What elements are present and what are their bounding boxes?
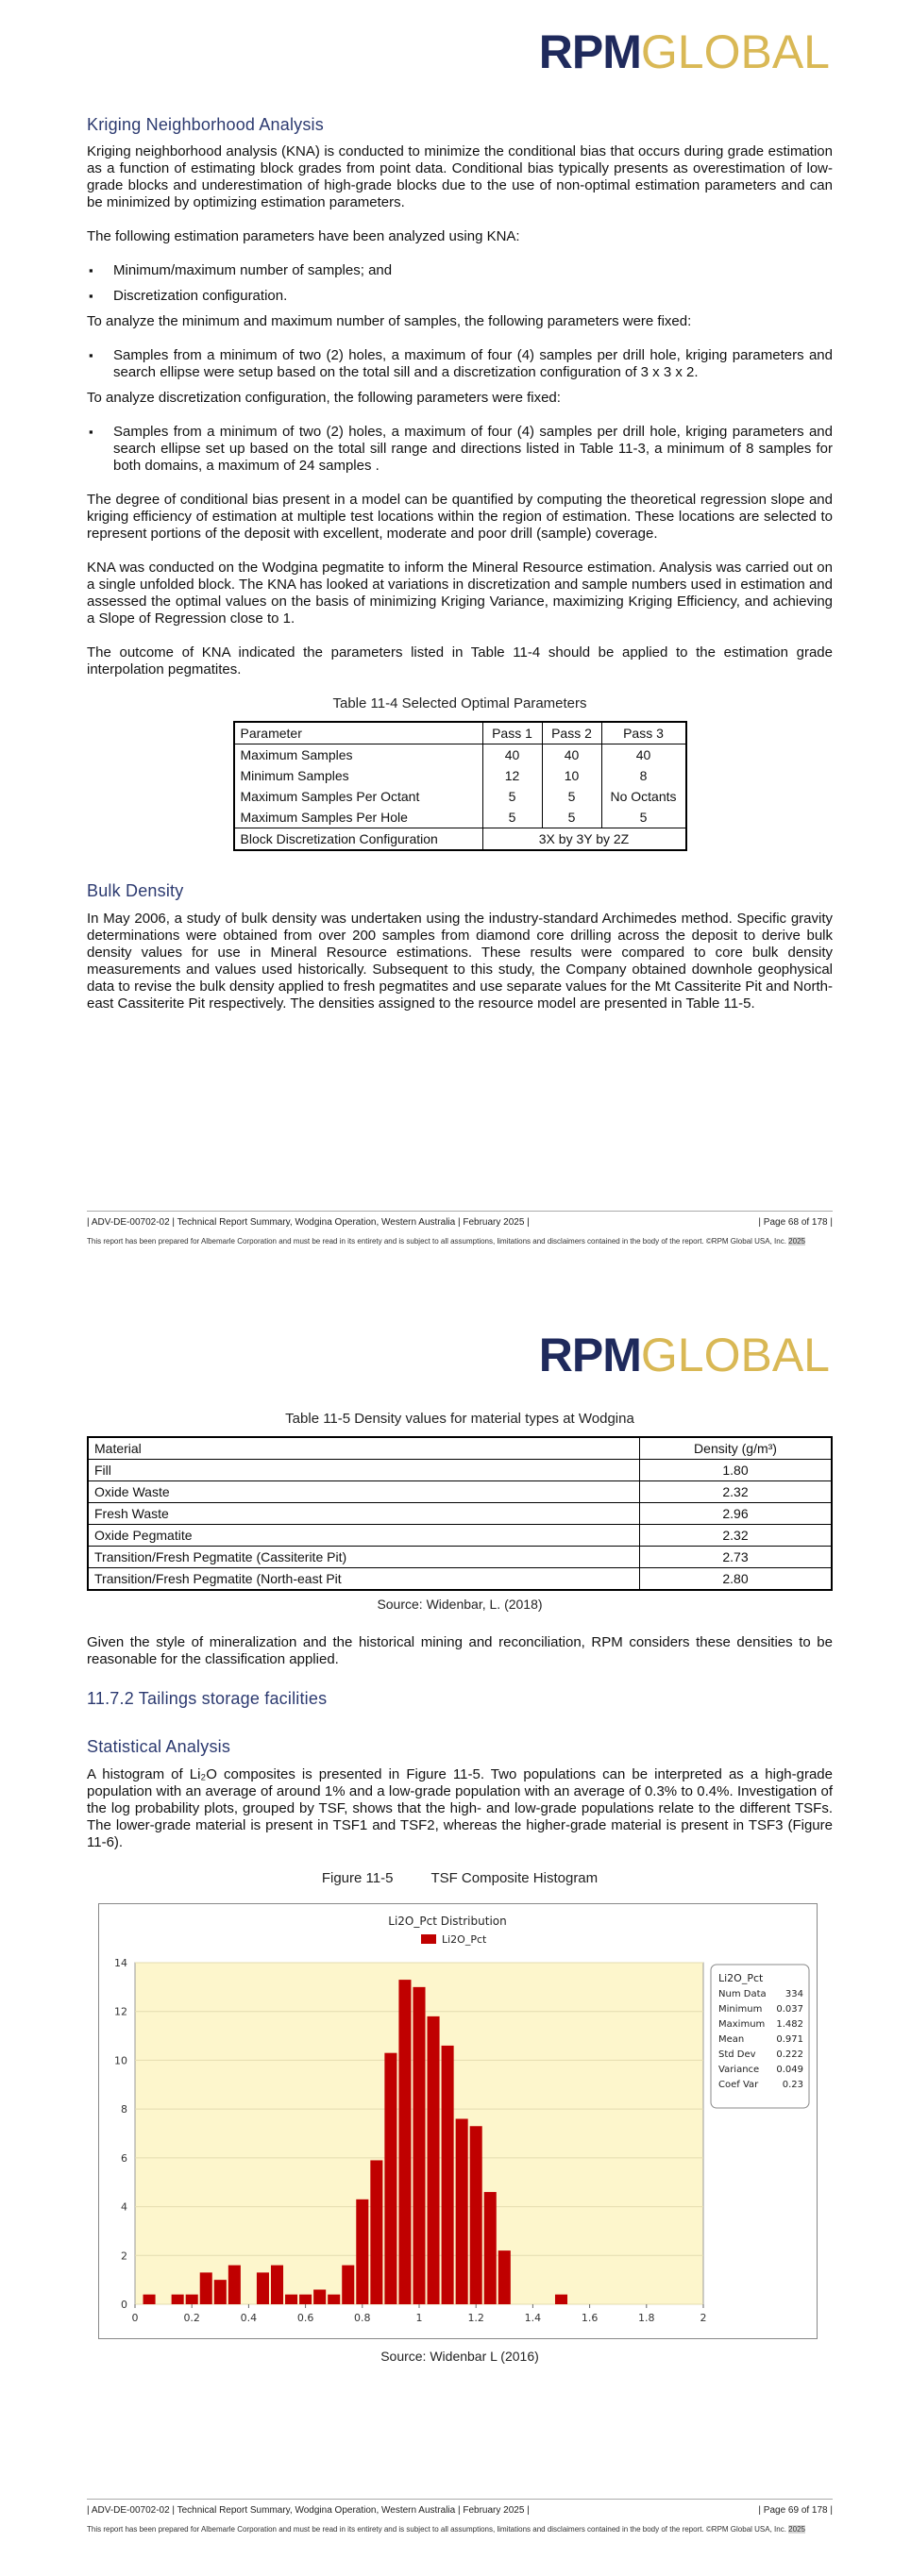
page-footer [87,2499,833,2534]
section-heading-statistical-analysis: Statistical Analysis [87,1737,231,1756]
stats-value: 0.037 [776,2004,803,2015]
header-cell: Pass 1 [482,722,542,744]
table-row [234,786,686,807]
footer-disclaimer: This report has been prepared for Albemarle Corporation and must be read in its entirety and is subject to all assumptions, limitations and disclaimers contained in the body of the report. ©RPM Global USA, Inc. 2025 [87,2525,805,2534]
table-cell: 5 [542,807,601,828]
header-cell: Parameter [234,722,483,744]
histogram-bar [428,2016,440,2304]
page-footer [87,1211,833,1246]
table-cell: Maximum Samples Per Hole [234,807,483,828]
stats-value: 0.049 [776,2065,803,2075]
table-row [88,1460,832,1481]
histogram-bar [498,2250,511,2304]
page-68-body [87,115,833,1012]
table-row [88,1525,832,1547]
x-tick-label: 1.8 [638,2312,655,2324]
histogram-bar [313,2289,326,2304]
table-cell: Transition/Fresh Pegmatite (North-east Pit [88,1568,640,1591]
stats-value: 1.482 [776,2019,803,2030]
x-tick-label: 1.6 [581,2312,599,2324]
table-cell: Oxide Pegmatite [88,1525,640,1547]
histogram-bar [271,2266,283,2304]
bullet-item: ▪ Discretization configuration. [87,288,833,305]
histogram-bar [214,2280,227,2304]
table-cell: 5 [482,786,542,807]
histogram-bar [384,2053,396,2304]
x-tick-label: 0.4 [240,2312,258,2324]
histogram-bar [328,2295,340,2304]
table-cell: 1.80 [640,1460,833,1481]
optimal-parameters-table [233,721,687,851]
header-cell: Pass 2 [542,722,601,744]
table-cell: Block Discretization Configuration [234,828,483,851]
rpm-global-logo: RPMGLOBAL [538,25,830,78]
stats-value: 334 [784,1989,803,1999]
histogram-bar [228,2266,241,2304]
x-tick-label: 1 [415,2312,423,2324]
histogram-bar [370,2160,382,2304]
bullet-item: ▪ Samples from a minimum of two (2) holes, a maximum of four (4) samples per drill hole, kriging parameters and search ellipse set up based on the total sill range and directions listed in Table 11-3, a minimum of 8 samples for both domains, a maximum of 24 samples . [87,424,833,475]
table-cell: 5 [542,786,601,807]
stats-title: Li2O_Pct [718,1972,764,1984]
histogram-bar [442,2046,454,2304]
table-source: Source: Widenbar, L. (2018) [377,1597,543,1612]
y-tick-label: 6 [121,2151,127,2165]
y-tick-label: 2 [121,2250,127,2263]
table-cell: 2.96 [640,1503,833,1525]
histogram-bar [456,2118,468,2304]
footer-disclaimer: This report has been prepared for Albemarle Corporation and must be read in its entirety and is subject to all assumptions, limitations and disclaimers contained in the body of the report. ©RPM Global USA, Inc. 2025 [87,1237,805,1246]
table-header-row [88,1437,832,1460]
table-cell: Fresh Waste [88,1503,640,1525]
table-cell: 2.32 [640,1525,833,1547]
table-row [88,1503,832,1525]
footer-page-number: | Page 68 of 178 | [758,1217,833,1228]
table-cell: Maximum Samples Per Octant [234,786,483,807]
table-cell: 3X by 3Y by 2Z [482,828,686,851]
table-row [234,765,686,786]
footer-report-info: | ADV-DE-00702-02 | Technical Report Summary, Wodgina Operation, Western Australia | February 2025 | [87,1217,530,1228]
table-cell: 12 [482,765,542,786]
y-tick-label: 0 [121,2299,127,2311]
header-cell: Material [88,1437,640,1460]
table-header-row [234,722,686,744]
y-tick-label: 4 [121,2200,127,2214]
paragraph: The degree of conditional bias present in a model can be quantified by computing the theoretical regression slope and kriging efficiency of estimation at multiple test locations within the region of estimation. These locations are selected to represent portions of the deposit with excellent, moderate and poor drill (sample) coverage. [87,492,833,542]
bullet-item: ▪ Minimum/maximum number of samples; and [87,262,833,279]
table-cell: 10 [542,765,601,786]
paragraph: The outcome of KNA indicated the parameters listed in Table 11-4 should be applied to the estimation grade interpolation pegmatites. [87,644,833,677]
table-row [234,828,686,851]
paragraph: To analyze the minimum and maximum number of samples, the following parameters were fixed: [87,313,692,329]
page-69 [0,1288,911,2576]
table-cell: Minimum Samples [234,765,483,786]
x-tick-label: 1.4 [524,2312,542,2324]
stats-value: 0.23 [782,2080,803,2090]
y-tick-label: 12 [114,2005,127,2018]
legend-swatch [421,1934,436,1944]
paragraph: The following estimation parameters have been analyzed using KNA: [87,228,520,244]
section-heading-kna: Kriging Neighborhood Analysis [87,115,324,134]
histogram-chart [99,1904,817,2338]
table-cell: 40 [601,744,686,766]
x-tick-label: 0.8 [354,2312,371,2324]
histogram-bar [484,2192,497,2304]
table-row [88,1568,832,1591]
table-cell: 2.73 [640,1547,833,1568]
rpm-global-logo: RPMGLOBAL [538,1329,830,1381]
table-caption: Table 11-5 Density values for material types at Wodgina [285,1411,634,1427]
histogram-bar [257,2272,269,2304]
stats-value: 0.222 [776,2049,803,2060]
stats-label: Mean [718,2034,745,2045]
paragraph: KNA was conducted on the Wodgina pegmatite to inform the Mineral Resource estimation. Analysis was carried out on a single unfolded block. The KNA has looked at variations in discretization and sample numbers used in estimation and assessed the optimal values on the basis of minimizing Kriging Variance, maximizing Kriging Efficiency, and achieving a Slope of Regression close to 1. [87,560,833,627]
table-row [88,1481,832,1503]
histogram-bar [398,1980,411,2304]
paragraph: Kriging neighborhood analysis (KNA) is conducted to minimize the conditional bias that occurs during grade estimation as a function of estimating block grades from point data. Conditional bias typically presents as overestimation of low-grade blocks and underestimation of high-grade blocks due to the use of non-optimal estimation parameters and can be minimized by optimizing estimation parameters. [87,143,833,210]
histogram-bar [413,1987,425,2304]
paragraph: A histogram of Li₂O composites is presented in Figure 11-5. Two populations can be interpreted as a high-grade population with an average of around 1% and a low-grade population with an average of 0.3% to 0.4%. Investigation of the log probability plots, grouped by TSF, shows that the high- and low-grade populations relate to the different TSFs. The lower-grade material is present in TSF1 and TSF2, whereas the higher-grade material is present in TSF3 (Figure 11-6). [87,1766,833,1850]
header-cell: Pass 3 [601,722,686,744]
section-heading-tailings: 11.7.2 Tailings storage facilities [87,1689,328,1708]
chart-title: Li2O_Pct Distribution [388,1915,507,1928]
page-69-body [87,1411,833,1886]
x-tick-label: 0.6 [296,2312,314,2324]
stats-label: Std Dev [718,2049,756,2060]
table-cell: 2.32 [640,1481,833,1503]
y-tick-label: 10 [114,2054,127,2067]
section-heading-bulk-density: Bulk Density [87,881,184,900]
histogram-bar [470,2126,482,2304]
table-cell: 8 [601,765,686,786]
table-row [234,744,686,766]
footer-report-info: | ADV-DE-00702-02 | Technical Report Summary, Wodgina Operation, Western Australia | February 2025 | [87,2505,530,2516]
x-tick-label: 2 [700,2312,707,2324]
figure-caption: Figure 11-5 TSF Composite Histogram [321,1870,599,1886]
histogram-bar [186,2295,198,2304]
histogram-bar [555,2295,567,2304]
histogram-bar [342,2266,354,2304]
table-cell: Maximum Samples [234,744,483,766]
stats-label: Variance [718,2065,760,2075]
histogram-bar [143,2295,156,2304]
x-tick-label: 0 [131,2312,139,2324]
histogram-bar [299,2295,312,2304]
histogram-bar [285,2295,297,2304]
figure-source: Source: Widenbar L (2016) [380,2349,539,2364]
histogram-figure [98,1903,818,2339]
table-row [88,1547,832,1568]
footer-page-number: | Page 69 of 178 | [758,2505,833,2516]
density-table [87,1436,833,1591]
stats-label: Minimum [718,2004,763,2015]
legend-label: Li2O_Pct [442,1933,487,1946]
header-cell: Density (g/m³) [640,1437,833,1460]
table-caption: Table 11-4 Selected Optimal Parameters [332,695,587,711]
paragraph: To analyze discretization configuration, the following parameters were fixed: [87,390,561,406]
table-cell: Transition/Fresh Pegmatite (Cassiterite Pit) [88,1547,640,1568]
table-cell: No Octants [601,786,686,807]
table-cell: 2.80 [640,1568,833,1591]
y-tick-label: 14 [114,1957,127,1969]
table-cell: 40 [482,744,542,766]
paragraph: Given the style of mineralization and the historical mining and reconciliation, RPM considers these densities to be reasonable for the classification applied. [87,1634,833,1667]
stats-label: Num Data [718,1989,767,1999]
histogram-bar [200,2272,212,2304]
stats-label: Maximum [718,2019,766,2030]
table-cell: 5 [482,807,542,828]
paragraph: In May 2006, a study of bulk density was undertaken using the industry-standard Archimedes method. Specific gravity determinations were obtained from over 200 samples from diamond core drilling across the deposit to derive bulk density values for use in Mineral Resource estimations. These results were compared to core bulk density measurements and values used historically. Subsequent to this study, the Company obtained downhole geophysical data to revise the bulk density applied to fresh pegmatites and use separate values for the Mt Cassiterite Pit and North-east Cassiterite Pit respectively. The densities assigned to the resource model are presented in Table 11-5. [87,911,833,1012]
x-tick-label: 1.2 [467,2312,484,2324]
bullet-item: ▪ Samples from a minimum of two (2) holes, a maximum of four (4) samples per drill hole, kriging parameters and search ellipse were setup based on the total sill and a discretization configuration of 3 x 3 x 2. [87,347,833,381]
y-tick-label: 8 [121,2103,127,2116]
table-cell: 40 [542,744,601,766]
table-cell: Oxide Waste [88,1481,640,1503]
histogram-bar [172,2295,184,2304]
stats-value: 0.971 [776,2034,803,2045]
table-row [234,807,686,828]
table-cell: 5 [601,807,686,828]
stats-label: Coef Var [718,2080,759,2090]
x-tick-label: 0.2 [183,2312,200,2324]
histogram-bar [356,2200,368,2304]
table-cell: Fill [88,1460,640,1481]
